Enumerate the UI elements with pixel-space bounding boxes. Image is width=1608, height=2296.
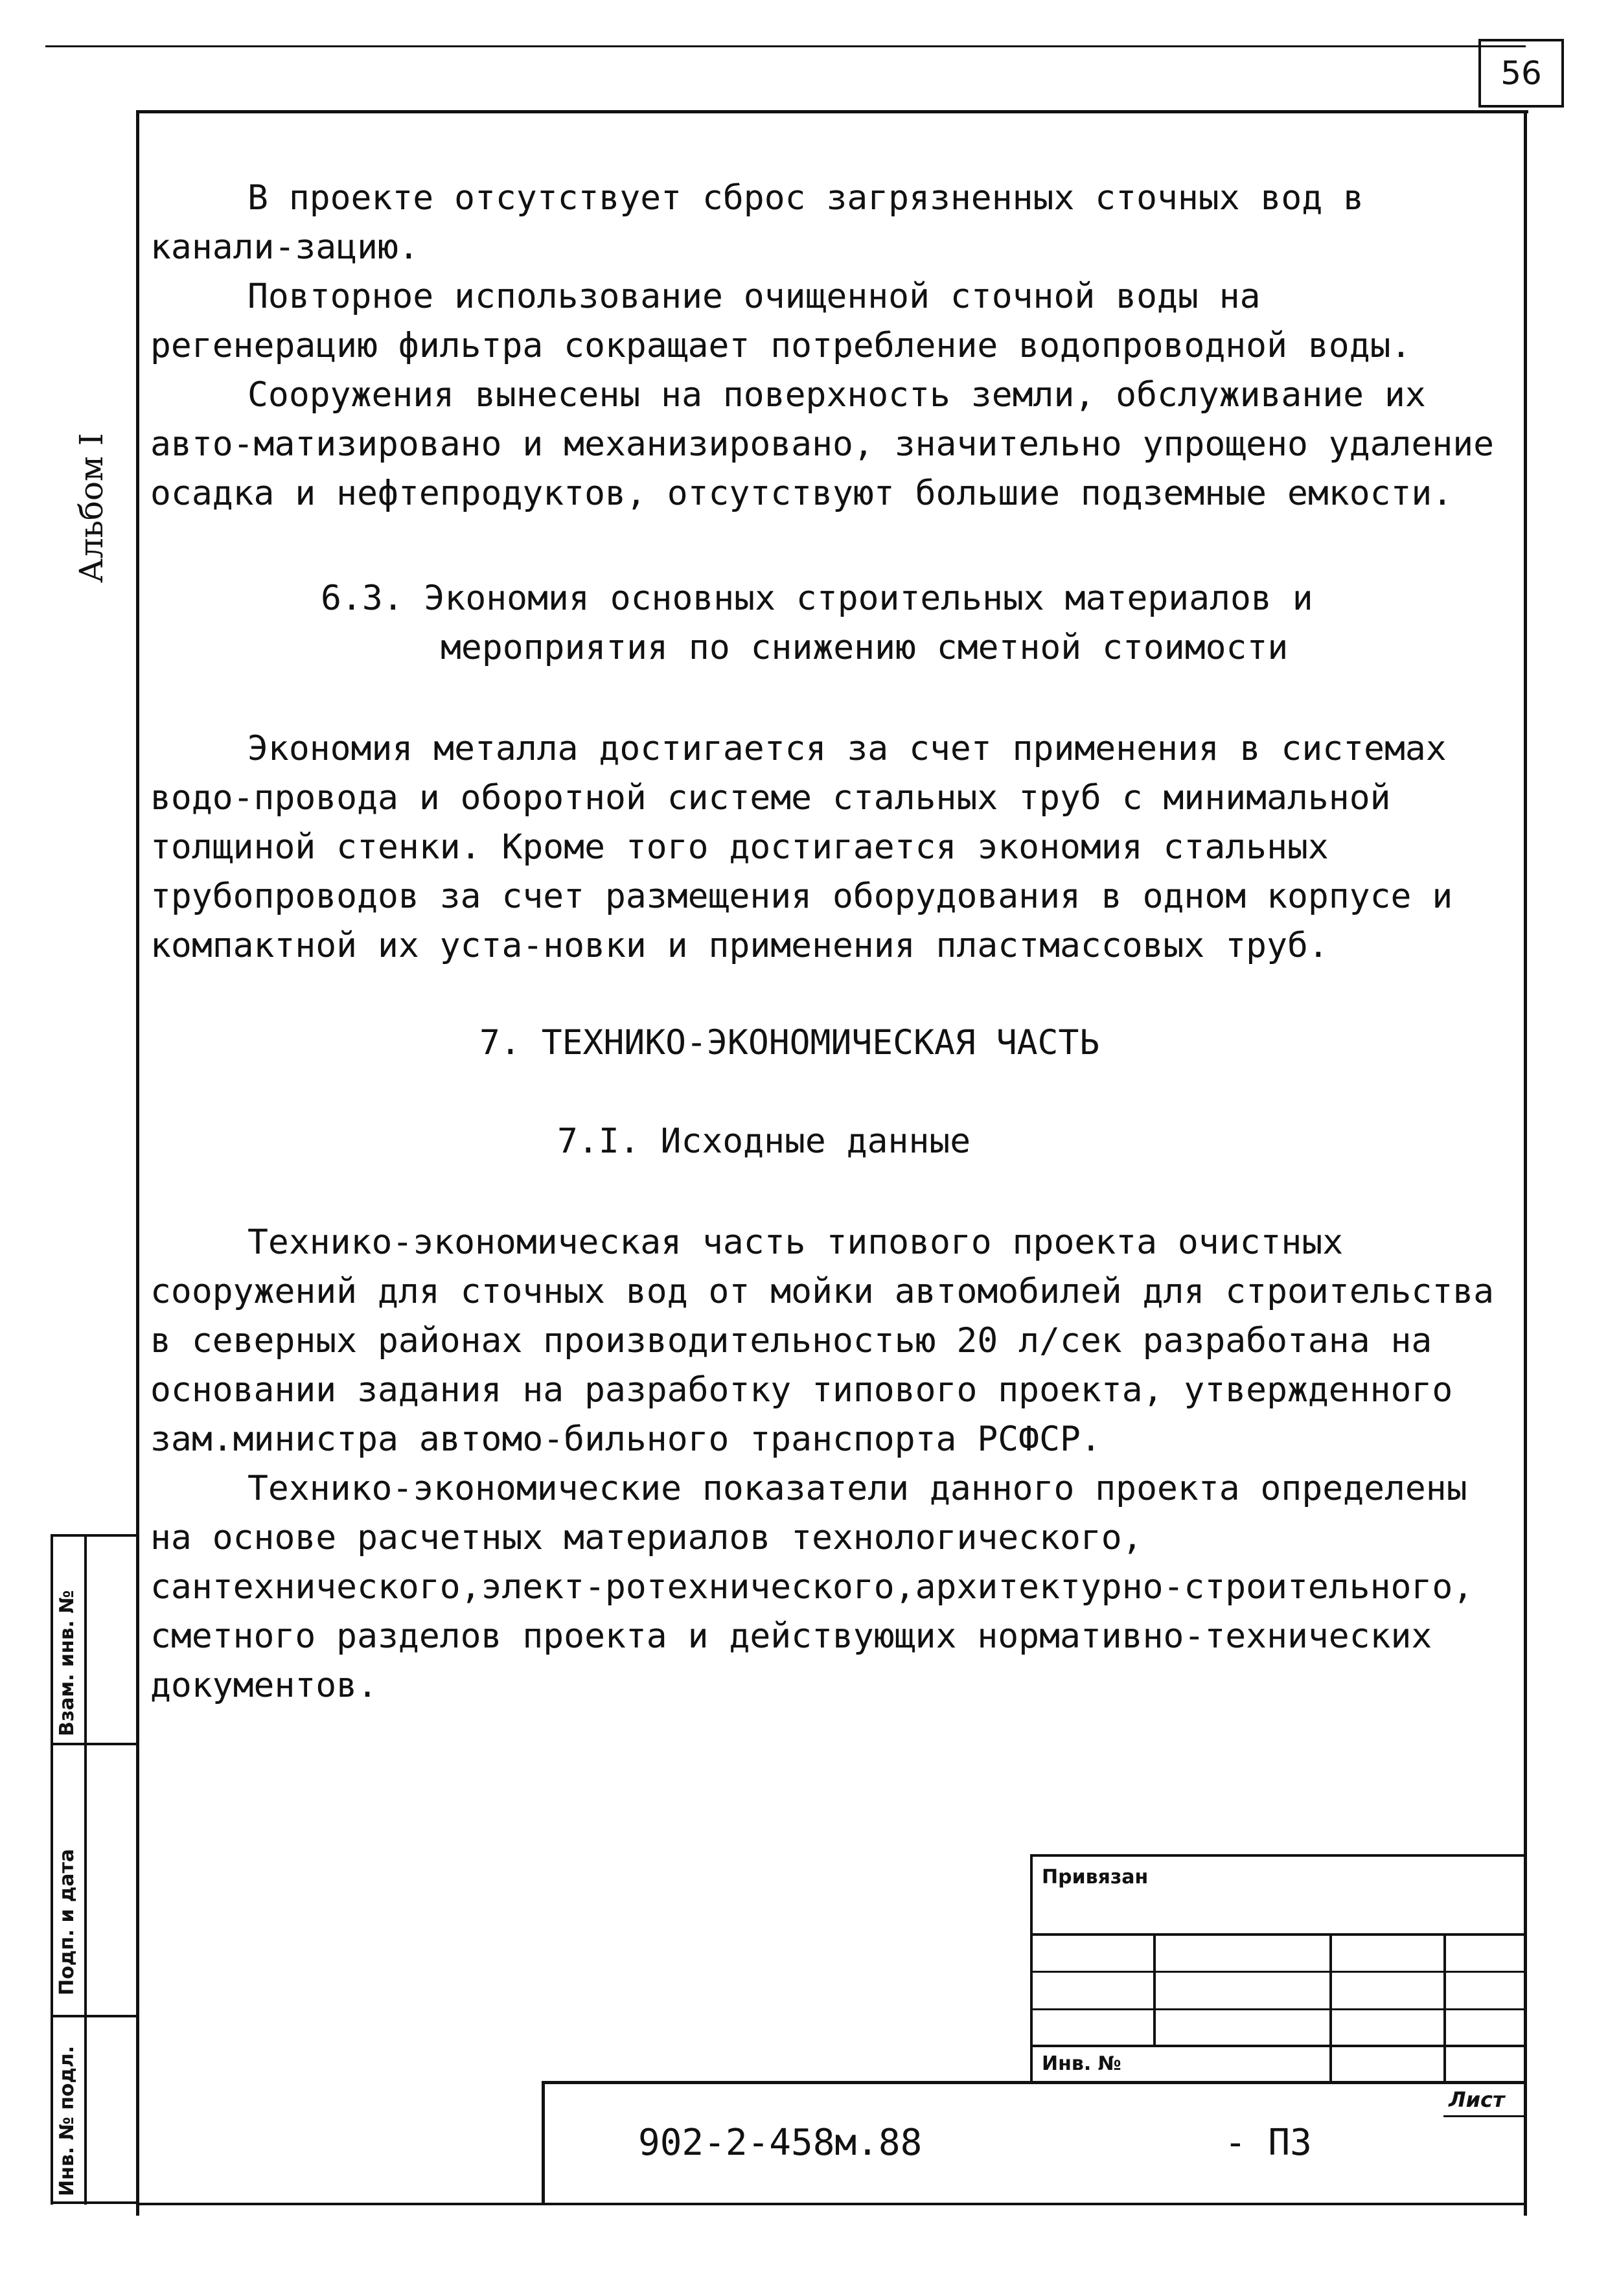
title-block-row4 xyxy=(1030,2045,1525,2047)
section-6-3-heading-line2: мероприятия по снижению сметной стоимости xyxy=(441,628,1289,667)
side-stamp-sep1 xyxy=(51,1743,139,1745)
paragraph: Технико-экономическая часть типового проекта очистных сооружений для сточных вод от мойки автомобилей для строительства в северных районах производительностью 20 л/сек разработана на основании задания на разработку типового проекта, утвержденного зам.министра автомо-бильного транспорта РСФСР. xyxy=(150,1223,1495,1459)
section-6-3-text xyxy=(150,724,1498,970)
document-code: 902-2-458м.88 xyxy=(638,2122,923,2164)
code-strip-top xyxy=(542,2081,1525,2084)
side-stamp-bottom xyxy=(51,2201,139,2204)
section-7-1-text xyxy=(150,1218,1498,1710)
title-block-privyazan: Привязан xyxy=(1042,1866,1149,1888)
side-stamp-top xyxy=(51,1534,139,1537)
paragraph: Экономия металла достигается за счет применения в системах водо-провода и оборотной системе стальных труб с минимальной толщиной стенки. Кроме того достигается экономия стальных трубопроводов за счет размещения оборудования в одном корпусе и компактной их уста-новки и применения пластмассовых труб. xyxy=(150,729,1453,965)
frame-right xyxy=(1524,110,1527,2216)
list-label-underline xyxy=(1443,2115,1525,2117)
section-6-3-heading-line1: 6.3. Экономия основных строительных материалов и xyxy=(321,579,1313,618)
frame-bottom xyxy=(137,2203,1527,2205)
title-block-top xyxy=(1030,1854,1525,1857)
frame-left xyxy=(136,110,139,2216)
title-block-inv-no: Инв. № xyxy=(1042,2052,1121,2075)
title-block-row1 xyxy=(1030,1933,1525,1936)
document-type: - ПЗ xyxy=(1224,2122,1312,2164)
title-block-col3 xyxy=(1443,1933,1446,2082)
side-stamp-mid-border xyxy=(84,1534,87,2205)
side-stamp-vzam-inv: Взам. инв. № xyxy=(56,1590,78,1736)
side-stamp-left-border xyxy=(51,1534,53,2205)
section-7-title: 7. ТЕХНИКО-ЭКОНОМИЧЕСКАЯ ЧАСТЬ xyxy=(479,1023,1100,1062)
section-7-1-title: 7.I. Исходные данные xyxy=(557,1121,971,1161)
side-stamp-podp-data: Подп. и дата xyxy=(56,1848,78,1995)
sheet-number: 56 xyxy=(1500,54,1542,92)
code-strip-left xyxy=(542,2081,545,2204)
title-block-col1 xyxy=(1153,1933,1156,2047)
album-label: Альбом I xyxy=(73,433,110,583)
paragraph: Технико-экономические показатели данного проекта определены на основе расчетных материалов технологического, сантехнического,элект-ротехнического,архитектурно-строительного, сметного разделов проекта и действующих нормативно-технических документов. xyxy=(150,1469,1474,1705)
paragraph: В проекте отсутствует сброс загрязненных сточных вод в канали-зацию. xyxy=(150,178,1364,267)
title-block-col2 xyxy=(1329,1933,1332,2082)
side-stamp-sep2 xyxy=(51,2015,139,2017)
frame-inner-top xyxy=(137,110,1528,113)
title-block-row3 xyxy=(1030,2008,1525,2010)
paragraph: Сооружения вынесены на поверхность земли, обслуживание их авто-матизировано и механизировано, значительно упрощено удаление осадка и нефтепродуктов, отсутствуют большие подземные емкости. xyxy=(150,375,1495,513)
paragraph: Повторное использование очищенной сточной воды на регенерацию фильтра сокращает потребление водопроводной воды. xyxy=(150,277,1412,365)
sheet-number-box xyxy=(1478,39,1564,108)
frame-top-line xyxy=(45,45,1526,47)
title-block-list-label: Лист xyxy=(1449,2087,1505,2112)
side-stamp-inv-podl: Инв. № подл. xyxy=(56,2045,78,2196)
title-block-row2 xyxy=(1030,1971,1525,1973)
section-6-2-text xyxy=(150,174,1498,518)
